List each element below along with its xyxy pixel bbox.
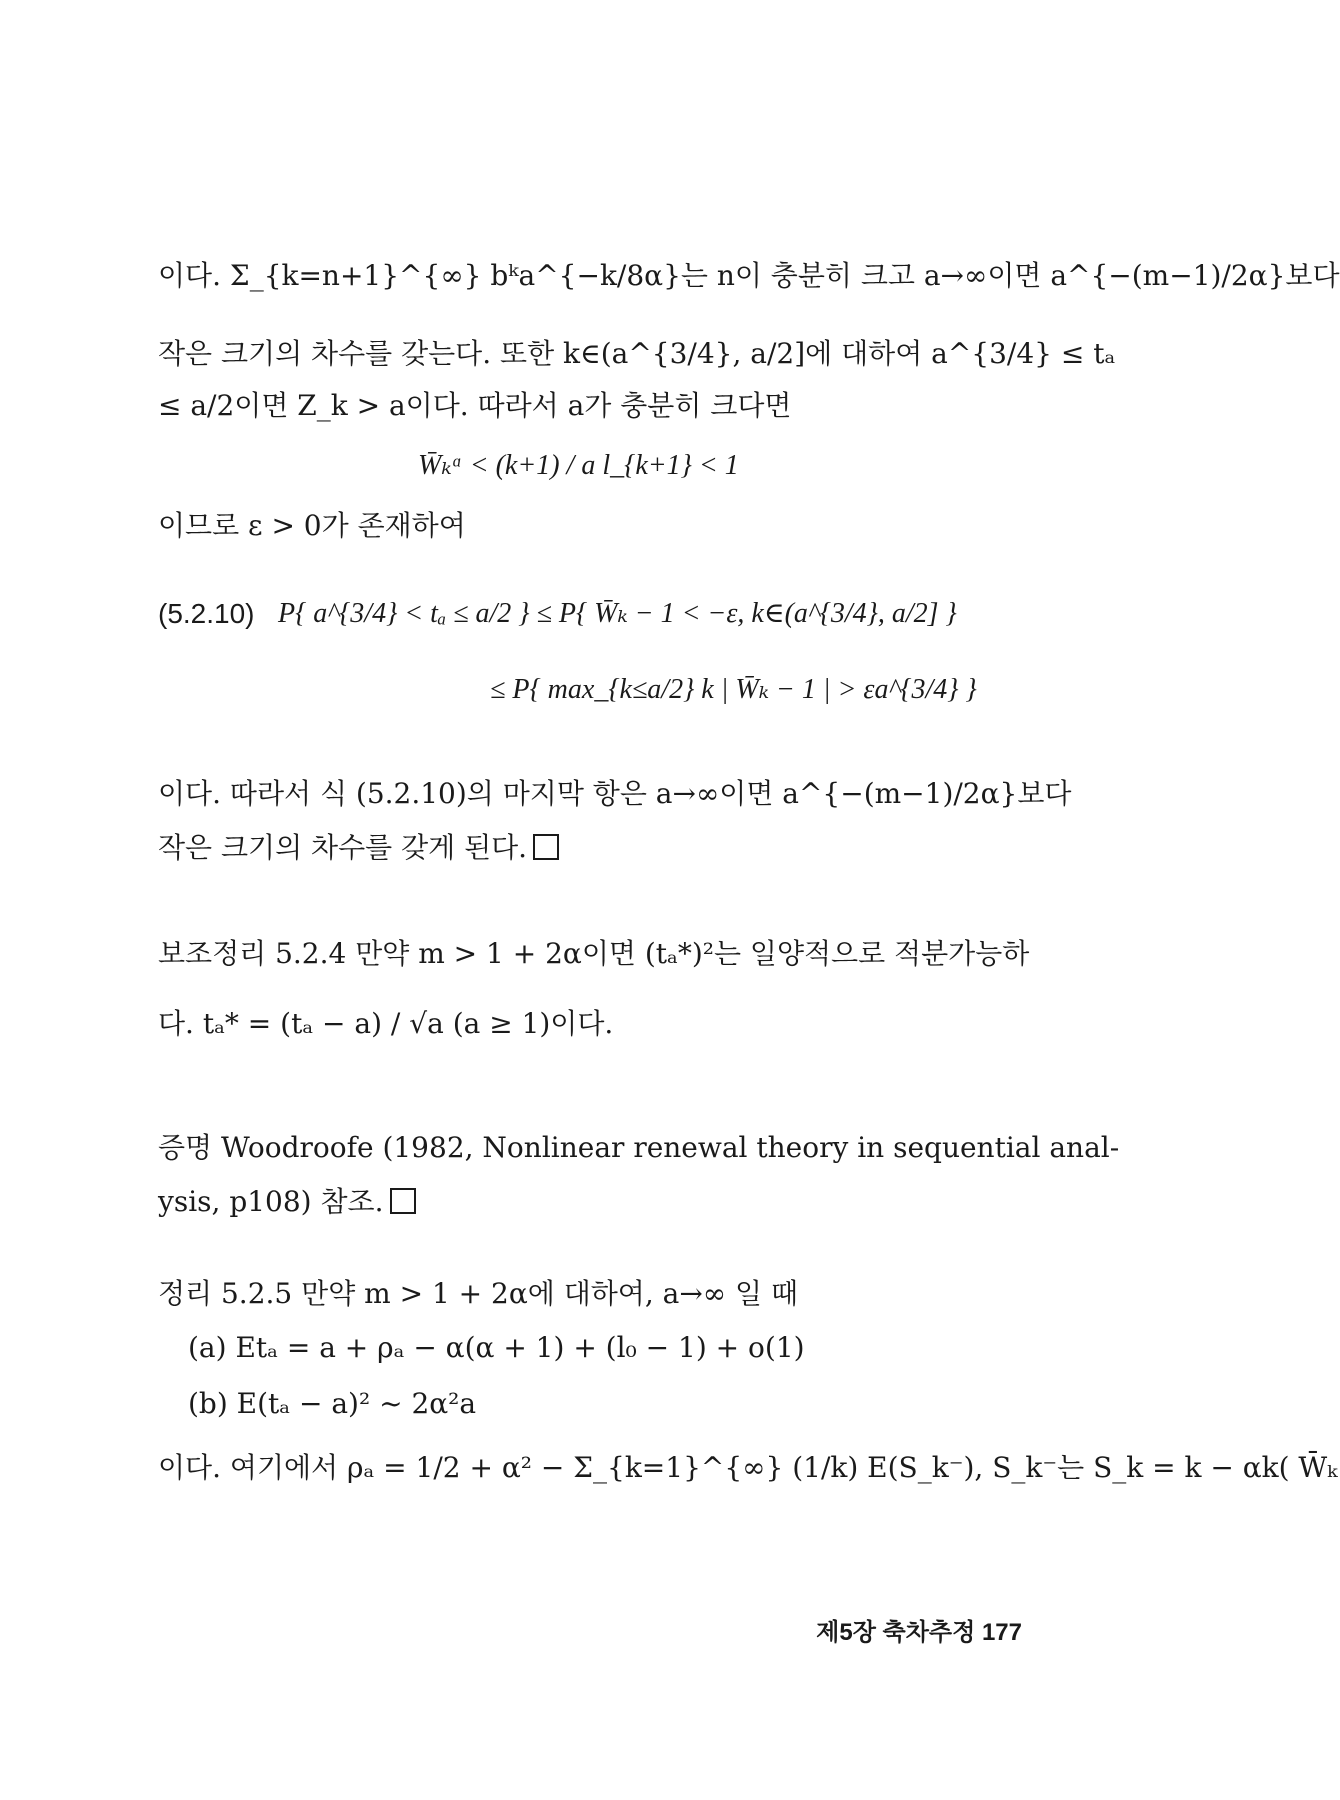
theorem-5-2-5-line-1: 정리 5.2.5 만약 m > 1 + 2α에 대하여, a→∞ 일 때 xyxy=(158,1277,799,1310)
text-line-10 xyxy=(158,830,1058,866)
equation-5-2-10-line-2: ≤ P{ max_{k≤a/2} k | W̄ₖ − 1 | > εa^{3/4} } xyxy=(490,674,977,705)
equation-wk: W̄ₖᵅ < (k+1) / a l_{k+1} < 1 xyxy=(418,450,739,481)
lemma-5-2-4-line-2: 다. tₐ* = (tₐ − a) / √a (a ≥ 1)이다. xyxy=(158,1007,614,1040)
qed-box-icon xyxy=(390,1188,416,1214)
proof-line-1: 증명 Woodroofe (1982, Nonlinear renewal theory in sequential anal- xyxy=(158,1131,1120,1164)
equation-number: (5.2.10) xyxy=(158,598,255,629)
lemma-5-2-4-line-1: 보조정리 5.2.4 만약 m > 1 + 2α이면 (tₐ*)²는 일양적으로 적분가능하 xyxy=(158,937,1030,970)
text-line-1: 이다. Σ_{k=n+1}^{∞} bᵏa^{−k/8α}는 n이 충분히 크고 a→∞이면 a^{−(m−1)/2α}보다 xyxy=(158,259,1340,292)
text-line-9: 이다. 따라서 식 (5.2.10)의 마지막 항은 a→∞이면 a^{−(m−1)/2α}보다 xyxy=(158,777,1072,810)
theorem-item-a: (a) Etₐ = a + ρₐ − α(α + 1) + (l₀ − 1) + o(1) xyxy=(188,1331,805,1364)
text-line-3: ≤ a/2이면 Z_k > a이다. 따라서 a가 충분히 크다면 xyxy=(158,389,792,422)
text-line-2: 작은 크기의 차수를 갖는다. 또한 k∈(a^{3/4}, a/2]에 대하여 a^{3/4} ≤ tₐ xyxy=(158,337,1116,370)
theorem-definitions-line: 이다. 여기에서 ρₐ = 1/2 + α² − Σ_{k=1}^{∞} (1/k) E(S_k⁻), S_k⁻는 S_k = k − αk( W̄ₖ xyxy=(158,1451,1338,1484)
qed-box-icon xyxy=(533,834,559,860)
proof-line-2 xyxy=(158,1184,1058,1220)
proof-line-2-content: ysis, p108) 참조. xyxy=(158,1185,384,1218)
equation-5-2-10-line-1: P{ a^{3/4} < tₐ ≤ a/2 } ≤ P{ W̄ₖ − 1 < −ε, k∈(a^{3/4}, a/2] } xyxy=(278,598,957,629)
text-line-5: 이므로 ε > 0가 존재하여 xyxy=(158,509,466,542)
text-line-10-content: 작은 크기의 차수를 갖게 된다. xyxy=(158,831,528,864)
theorem-item-b: (b) E(tₐ − a)² ~ 2α²a xyxy=(188,1387,477,1420)
page-footer: 제5장 축차추정 177 xyxy=(816,1619,1022,1646)
